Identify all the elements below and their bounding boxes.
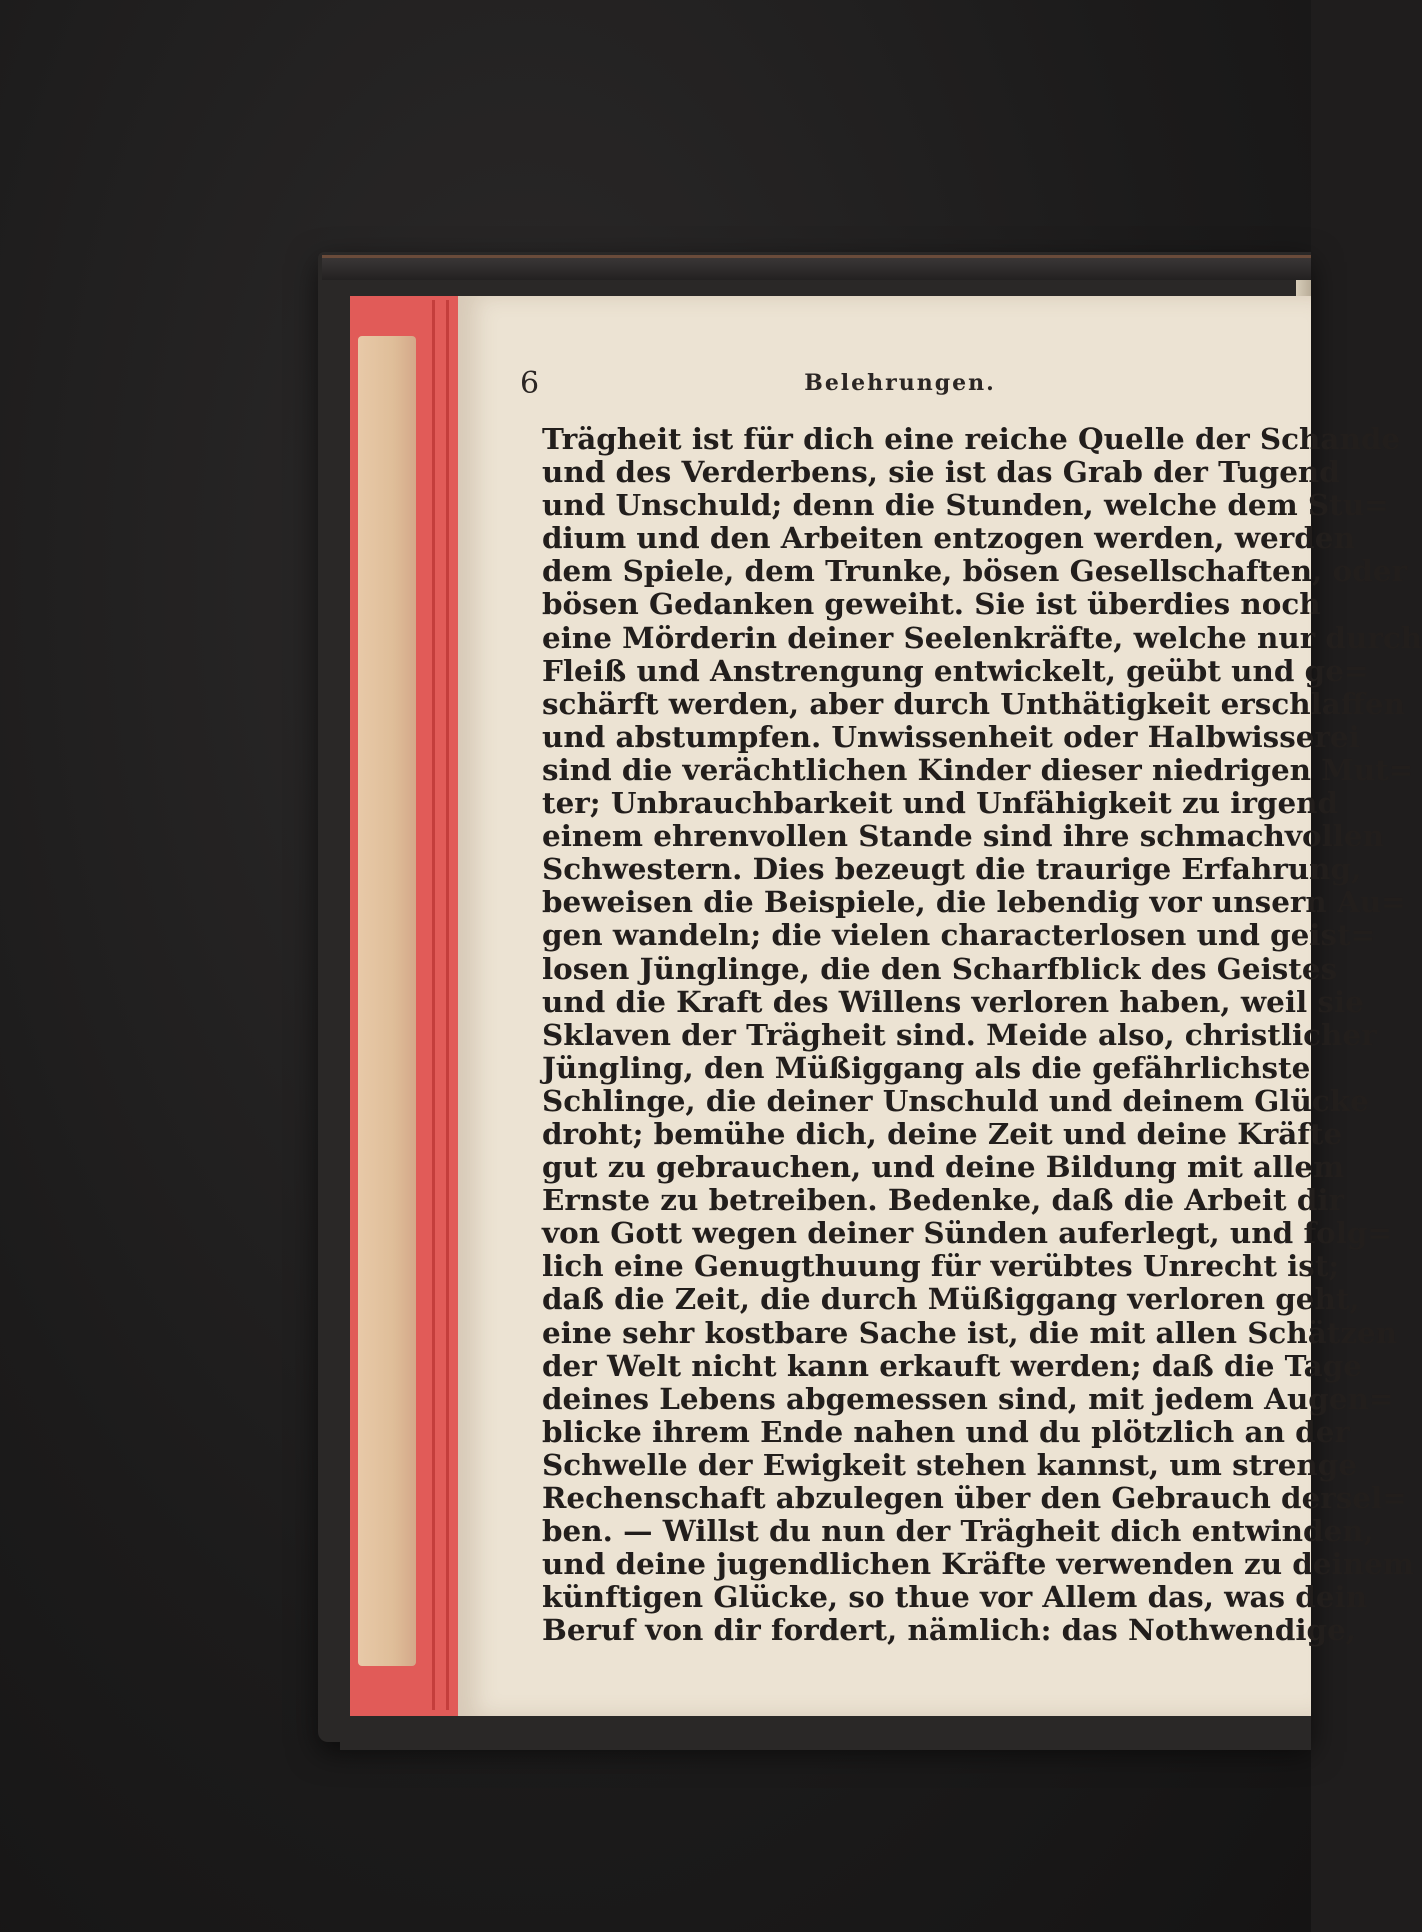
text-line: Rechenschaft abzulegen über den Gebrauch dersel=: [542, 1480, 1407, 1515]
body-text: [542, 421, 1422, 1648]
text-line: dium und den Arbeiten entzogen werden, werden: [542, 520, 1355, 556]
page-edge-line: [432, 300, 435, 1710]
text-line: Schwestern. Dies bezeugt die traurige Erfahrung,: [542, 851, 1362, 887]
text-line: daß die Zeit, die durch Müßiggang verloren geht,: [542, 1281, 1360, 1317]
page-header: [520, 366, 1280, 406]
text-line: schärft werden, aber durch Unthätigkeit erschlaffen: [542, 685, 1405, 721]
book-page: [458, 296, 1422, 1716]
text-line: Schlinge, die deiner Unschuld und deinem Glücke: [542, 1082, 1369, 1118]
text-line: Jüngling, den Müßiggang als die gefährlichste: [542, 1049, 1311, 1085]
text-line: und Unschuld; denn die Stunden, welche dem Stu=: [542, 487, 1389, 523]
text-line: eine sehr kostbare Sache ist, die mit allen Schätzen: [542, 1314, 1398, 1350]
text-line: blicke ihrem Ende nahen und du plötzlich an der: [542, 1413, 1350, 1449]
worn-page-edge: [358, 336, 416, 1666]
text-line: gen wandeln; die vielen characterlosen und geist=: [542, 917, 1376, 953]
page-edge-line: [446, 300, 449, 1710]
text-line: ben. — Willst du nun der Trägheit dich entwinden,: [542, 1513, 1374, 1549]
cover-top-edge: [322, 255, 1311, 280]
text-line: künftigen Glücke, so thue vor Allem das, was dein: [542, 1579, 1368, 1615]
text-line: Sklaven der Trägheit sind. Meide also, christlicher: [542, 1016, 1377, 1052]
red-page-edge: [350, 296, 460, 1716]
text-line: von Gott wegen deiner Sünden auferlegt, und folg=: [542, 1215, 1393, 1251]
text-line: beweisen die Beispiele, die lebendig vor unsern Au=: [542, 884, 1406, 920]
text-line: droht; bemühe dich, deine Zeit und deine Kräfte: [542, 1115, 1343, 1151]
text-line: eine Mörderin deiner Seelenkräfte, welche nur durch: [542, 619, 1422, 655]
text-line: Ernste zu betreiben. Bedenke, daß die Arbeit dir: [542, 1182, 1345, 1218]
text-line: einem ehrenvollen Stande sind ihre schmachvollen: [542, 818, 1384, 854]
text-line: ter; Unbrauchbarkeit und Unfähigkeit zu irgend: [542, 785, 1339, 821]
text-line: und die Kraft des Willens verloren haben, weil sie: [542, 983, 1364, 1019]
text-line: der Welt nicht kann erkauft werden; daß die Tage: [542, 1347, 1362, 1383]
text-line: Schwelle der Ewigkeit stehen kannst, um strenge: [542, 1446, 1358, 1482]
text-line: und des Verderbens, sie ist das Grab der Tugend: [542, 454, 1340, 490]
text-line: und abstumpfen. Unwissenheit oder Halbwisserei: [542, 718, 1360, 754]
text-line: lich eine Genugthuung für verübtes Unrecht ist;: [542, 1248, 1340, 1284]
cover-bottom-edge: [340, 1716, 1311, 1750]
text-line: sind die verächtlichen Kinder dieser niedrigen Mut=: [542, 751, 1414, 787]
text-line: gut zu gebrauchen, und deine Bildung mit allem: [542, 1149, 1345, 1185]
text-line: dem Spiele, dem Trunke, bösen Gesellschaften, oder: [542, 553, 1407, 589]
text-line: losen Jünglinge, die den Scharfblick des Geistes: [542, 950, 1338, 986]
running-head: Belehrungen.: [804, 370, 996, 396]
text-line: deines Lebens abgemessen sind, mit jedem Augen=: [542, 1380, 1394, 1416]
page-number: 6: [520, 366, 540, 401]
text-line: und deine jugendlichen Kräfte verwenden zu deinem: [542, 1546, 1414, 1582]
text-line: Fleiß und Anstrengung entwickelt, geübt und ge=: [542, 652, 1369, 688]
text-line: Trägheit ist für dich eine reiche Quelle der Schande: [542, 421, 1401, 456]
text-line: Beruf von dir fordert, nämlich: das Nothwendige,: [542, 1612, 1357, 1648]
text-line: bösen Gedanken geweiht. Sie ist überdies noch: [542, 586, 1321, 622]
